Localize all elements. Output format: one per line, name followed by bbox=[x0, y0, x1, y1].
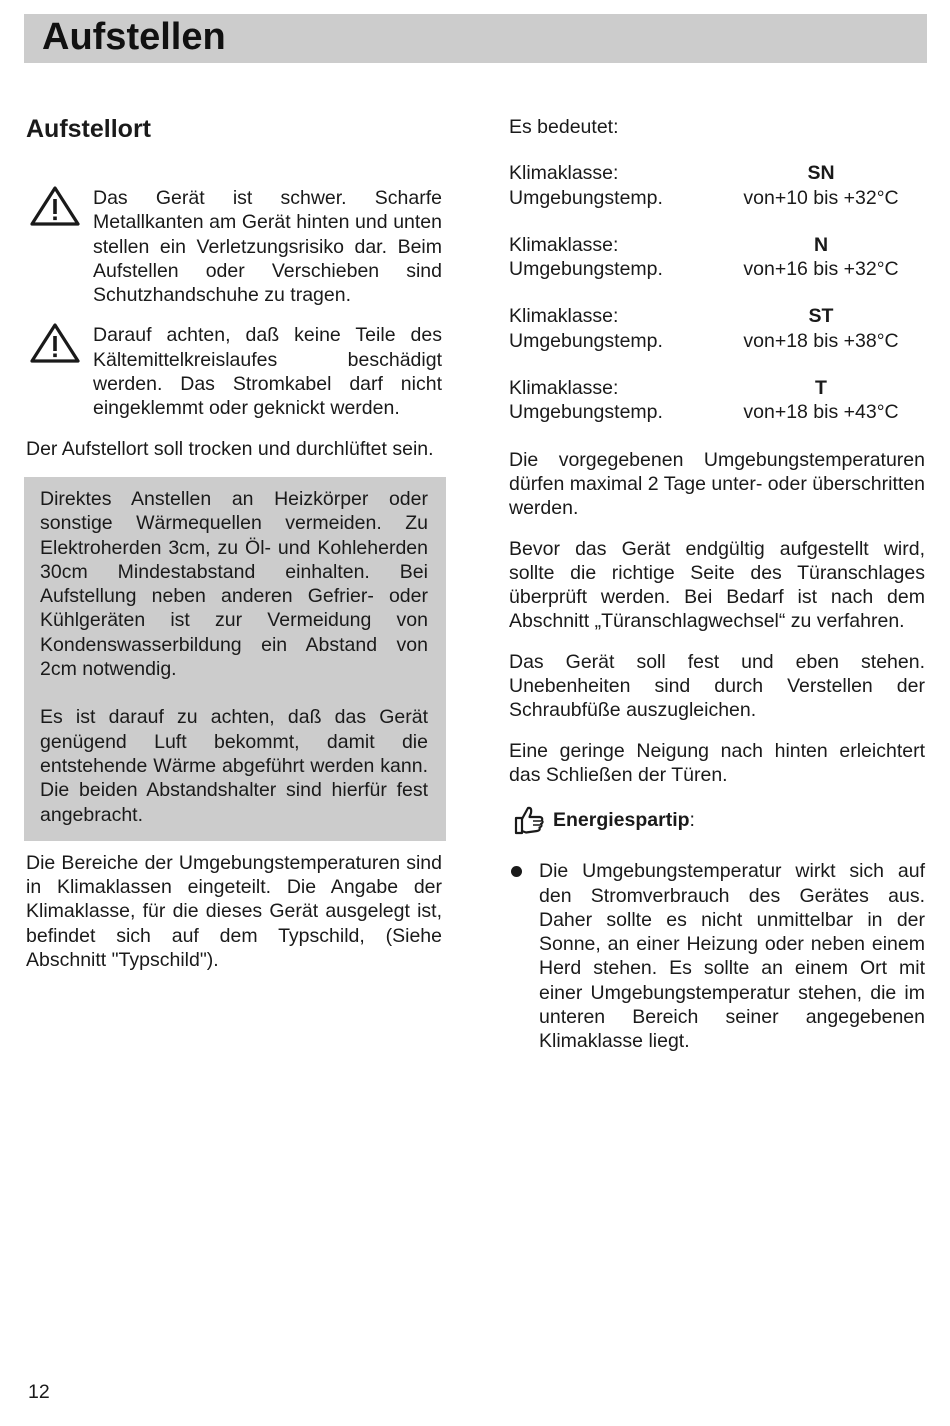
warning-block-2 bbox=[26, 323, 442, 420]
ambient-temp-label: Umgebungstemp. bbox=[509, 258, 663, 281]
thumbs-up-icon bbox=[513, 805, 545, 835]
climate-class-entry bbox=[509, 376, 925, 425]
climate-class-entry bbox=[509, 161, 925, 210]
climate-class-table bbox=[509, 161, 925, 424]
header-bar bbox=[24, 14, 927, 63]
climate-class-value: T bbox=[815, 377, 827, 400]
ambient-temp-label: Umgebungstemp. bbox=[509, 401, 663, 424]
energy-tip-colon: : bbox=[689, 809, 695, 832]
climate-class-label: Klimaklasse: bbox=[509, 305, 619, 328]
energy-tip-list bbox=[509, 859, 925, 1053]
energy-tip-title: Energiespartip bbox=[553, 809, 690, 832]
energy-tip-heading bbox=[509, 805, 925, 835]
info-box-paragraph-2: Es ist darauf zu achten, daß das Gerät genügend Luft bekommt, damit die entstehende Wärme abgeführt werden kann. Die beiden Abstandshalter sind hierfür fest angebracht. bbox=[40, 706, 428, 826]
climate-class-label: Klimaklasse: bbox=[509, 377, 619, 400]
climate-class-entry bbox=[509, 233, 925, 282]
warning-triangle-icon bbox=[29, 321, 81, 365]
list-item bbox=[509, 859, 925, 1053]
energy-tip-text: Die Umgebungstemperatur wirkt sich auf den Stromverbrauch des Gerätes aus. Daher sollte es nicht unmittelbar in der Sonne, an einer Heizung oder neben einem Herd stehen. Es sollte an einem Ort mit einer Umgebungstemperatur stehen, die im unteren Bereich seiner angegebenen Klimaklasse liegt. bbox=[539, 860, 925, 1053]
page-title: Aufstellen bbox=[42, 16, 226, 58]
climate-class-value: N bbox=[813, 233, 829, 256]
ambient-temp-range: von+18 bis +43°C bbox=[743, 401, 899, 424]
page-number: 12 bbox=[28, 1381, 50, 1403]
bullet-dot-icon bbox=[511, 866, 522, 877]
location-paragraph: Der Aufstellort soll trocken und durchlüftet sein. bbox=[26, 437, 434, 460]
climate-intro: Es bedeutet: bbox=[509, 116, 619, 138]
climate-class-entry bbox=[509, 304, 925, 353]
warning-text-1: Das Gerät ist schwer. Scharfe Metallkanten am Gerät hinten und unten stellen ein Verletzungsrisiko dar. Beim Aufstellen oder Verschieben sind Schutzhandschuhe zu tragen. bbox=[93, 187, 442, 307]
ambient-temp-label: Umgebungstemp. bbox=[509, 186, 663, 209]
right-column bbox=[509, 115, 925, 1054]
climate-class-label: Klimaklasse: bbox=[509, 162, 619, 185]
ambient-temp-range: von+10 bis +32°C bbox=[743, 186, 899, 209]
climate-class-value: ST bbox=[808, 305, 834, 328]
warning-triangle-icon bbox=[29, 184, 81, 228]
info-box-paragraph-1: Direktes Anstellen an Heizkörper oder sonstige Wärmequellen vermeiden. Zu Elektroherden 3cm, zu Öl- und Kohleherden 30cm Mindestabstand einhalten. Bei Aufstellung neben anderen Gefrier- oder Kühlgeräten ist zur Vermeidung von Kondenswasserbildung ein Abstand von 2cm notwendig. bbox=[40, 487, 428, 681]
warning-text-2: Darauf achten, daß keine Teile des Kältemittelkreislaufes beschädigt werden. Das Stromkabel darf nicht eingeklemmt oder geknickt werden. bbox=[93, 324, 442, 420]
climate-class-value: SN bbox=[807, 162, 835, 185]
info-box bbox=[24, 477, 446, 841]
ambient-temp-range: von+16 bis +32°C bbox=[743, 258, 899, 281]
tilt-paragraph: Eine geringe Neigung nach hinten erleichtert das Schließen der Türen. bbox=[509, 739, 925, 786]
section-title: Aufstellort bbox=[26, 115, 151, 143]
left-column bbox=[26, 112, 442, 972]
climate-class-label: Klimaklasse: bbox=[509, 233, 619, 256]
tolerance-paragraph: Die vorgegebenen Umgebungstemperaturen dürfen maximal 2 Tage unter- oder überschritten werden. bbox=[509, 448, 925, 520]
leveling-paragraph: Das Gerät soll fest und eben stehen. Unebenheiten sind durch Verstellen der Schraubfüße auszugleichen. bbox=[509, 650, 925, 722]
climate-paragraph: Die Bereiche der Umgebungstemperaturen sind in Klimaklassen eingeteilt. Die Angabe der Klimaklasse, für die dieses Gerät ausgelegt ist, befindet sich auf dem Typschild, (Siehe Abschnitt "Typschild"). bbox=[26, 851, 442, 972]
warning-block-1 bbox=[26, 186, 442, 307]
ambient-temp-label: Umgebungstemp. bbox=[509, 329, 663, 352]
door-hinge-paragraph: Bevor das Gerät endgültig aufgestellt wird, sollte die richtige Seite des Türanschlages überprüft werden. Bei Bedarf ist nach dem Abschnitt „Türanschlagwechsel“ zu verfahren. bbox=[509, 537, 925, 633]
ambient-temp-range: von+18 bis +38°C bbox=[743, 329, 899, 352]
